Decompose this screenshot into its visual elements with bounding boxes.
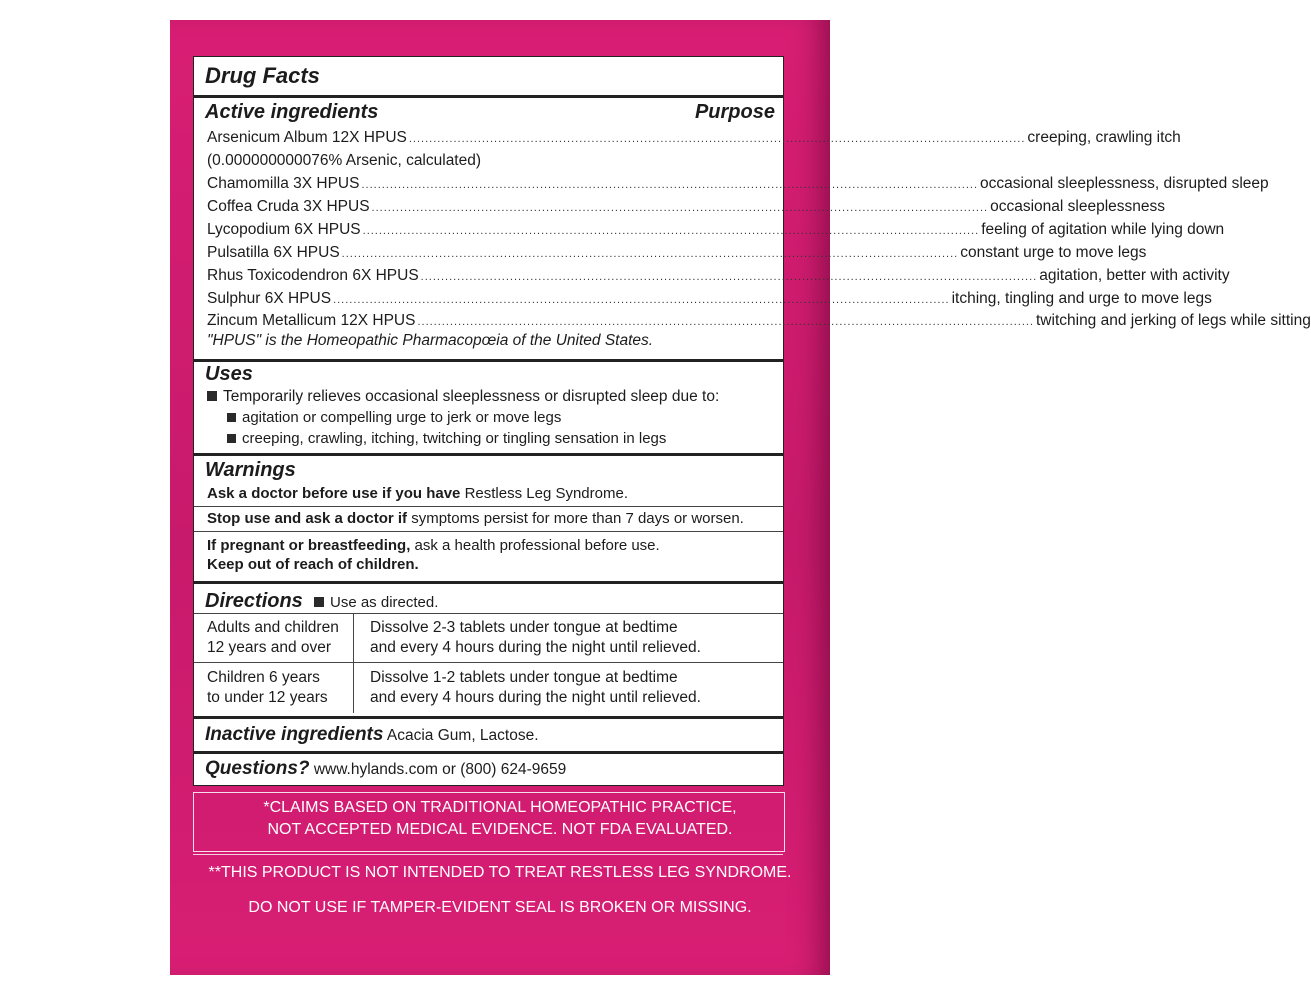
hpus-note: "HPUS" is the Homeopathic Pharmacopœia of the United States. bbox=[207, 332, 654, 349]
warning-ask-doctor bbox=[207, 485, 628, 503]
bullet-icon bbox=[314, 597, 324, 607]
leader-dots: ........................................................................................................................................................ bbox=[417, 316, 1034, 328]
divider bbox=[194, 95, 783, 98]
divider bbox=[194, 506, 783, 507]
divider bbox=[194, 662, 783, 663]
claims-line: *CLAIMS BASED ON TRADITIONAL HOMEOPATHIC PRACTICE, bbox=[263, 799, 737, 816]
uses-sub-text: agitation or compelling urge to jerk or move legs bbox=[242, 409, 562, 426]
seal-warning: DO NOT USE IF TAMPER-EVIDENT SEAL IS BROKEN OR MISSING. bbox=[248, 899, 752, 916]
ingredient-purpose: occasional sleeplessness bbox=[990, 198, 1165, 215]
directions-who: Adults and children bbox=[207, 619, 339, 636]
uses-main bbox=[207, 388, 719, 406]
ingredient-row bbox=[207, 308, 1311, 330]
ingredient-name: Sulphur 6X HPUS bbox=[207, 290, 332, 307]
divider bbox=[194, 453, 783, 456]
inactive-text: Acacia Gum, Lactose. bbox=[386, 727, 539, 744]
directions-intro-text: Use as directed. bbox=[330, 594, 439, 611]
ingredient-name: Zincum Metallicum 12X HPUS bbox=[207, 312, 416, 329]
directions-what: and every 4 hours during the night until relieved. bbox=[370, 689, 701, 706]
divider bbox=[194, 716, 783, 719]
directions-intro bbox=[314, 594, 438, 612]
warning-bold: Ask a doctor before use if you have bbox=[207, 485, 461, 502]
warning-stop-use bbox=[207, 510, 744, 528]
ingredient-purpose: agitation, better with activity bbox=[1039, 267, 1230, 284]
divider bbox=[194, 531, 783, 532]
warning-text: symptoms persist for more than 7 days or worsen. bbox=[411, 510, 744, 527]
ingredient-name: Rhus Toxicodendron 6X HPUS bbox=[207, 267, 419, 284]
bullet-icon bbox=[207, 391, 217, 401]
drug-facts-panel bbox=[193, 56, 1311, 786]
directions-what: Dissolve 2-3 tablets under tongue at bedtime bbox=[370, 619, 678, 636]
ingredient-row bbox=[207, 171, 1269, 193]
uses-main-text: Temporarily relieves occasional sleeplessness or disrupted sleep due to: bbox=[223, 388, 720, 405]
ingredient-name: Arsenicum Album 12X HPUS bbox=[207, 129, 407, 146]
ingredient-row bbox=[207, 263, 1230, 285]
directions-who: Children 6 years bbox=[207, 669, 320, 686]
directions-who: 12 years and over bbox=[207, 639, 332, 656]
ingredient-name: Lycopodium 6X HPUS bbox=[207, 221, 361, 238]
warning-bold: Stop use and ask a doctor if bbox=[207, 510, 408, 527]
ingredient-purpose: twitching and jerking of legs while sitting bbox=[1036, 312, 1311, 329]
footer-divider bbox=[193, 854, 783, 855]
ingredient-purpose: creeping, crawling itch bbox=[1027, 129, 1181, 146]
divider bbox=[194, 613, 783, 614]
leader-dots: ........................................................................................................................................................ bbox=[420, 271, 1038, 283]
leader-dots: ........................................................................................................................................................ bbox=[362, 225, 980, 237]
bullet-icon bbox=[227, 434, 236, 443]
ingredient-purpose: itching, tingling and urge to move legs bbox=[951, 290, 1212, 307]
leader-dots: ........................................................................................................................................................ bbox=[361, 179, 979, 191]
rls-disclaimer: **THIS PRODUCT IS NOT INTENDED TO TREAT RESTLESS LEG SYNDROME. bbox=[208, 864, 792, 881]
ingredient-name: Chamomilla 3X HPUS bbox=[207, 175, 360, 192]
drug-facts-title: Drug Facts bbox=[205, 63, 320, 88]
warning-keep-out: Keep out of reach of children. bbox=[207, 556, 419, 573]
warning-text: Restless Leg Syndrome. bbox=[464, 485, 628, 502]
leader-dots: ........................................................................................................................................................ bbox=[341, 248, 959, 260]
ingredient-row bbox=[207, 125, 1181, 147]
warnings-heading: Warnings bbox=[205, 459, 296, 481]
leader-dots: ........................................................................................................................................................ bbox=[371, 202, 989, 214]
table-divider bbox=[353, 613, 354, 713]
questions bbox=[205, 758, 566, 780]
directions-what: and every 4 hours during the night until relieved. bbox=[370, 639, 701, 656]
leader-dots: ........................................................................................................................................................ bbox=[408, 133, 1026, 145]
uses-sub-item bbox=[227, 430, 666, 448]
leader-dots: ........................................................................................................................................................ bbox=[333, 294, 950, 306]
warning-pregnant bbox=[207, 537, 660, 555]
ingredient-purpose: feeling of agitation while lying down bbox=[981, 221, 1225, 238]
active-ingredients-heading: Active ingredients bbox=[205, 101, 379, 123]
ingredient-row bbox=[207, 217, 1225, 239]
ingredient-row bbox=[207, 194, 1165, 216]
bullet-icon bbox=[227, 413, 236, 422]
divider bbox=[194, 751, 783, 754]
ingredient-purpose: occasional sleeplessness, disrupted sleep bbox=[980, 175, 1269, 192]
warning-bold: If pregnant or breastfeeding, bbox=[207, 537, 411, 554]
divider bbox=[194, 359, 783, 362]
questions-heading: Questions? bbox=[205, 758, 310, 779]
ingredient-row bbox=[207, 240, 1147, 262]
ingredient-name: Coffea Cruda 3X HPUS bbox=[207, 198, 370, 215]
ingredient-row bbox=[207, 286, 1212, 308]
inactive-heading: Inactive ingredients bbox=[205, 724, 384, 745]
ingredient-purpose: constant urge to move legs bbox=[960, 244, 1147, 261]
divider bbox=[194, 581, 783, 584]
ingredient-row bbox=[207, 148, 775, 170]
directions-heading: Directions bbox=[205, 590, 303, 612]
uses-sub-text: creeping, crawling, itching, twitching or tingling sensation in legs bbox=[242, 430, 667, 447]
uses-sub-item bbox=[227, 409, 561, 427]
purpose-heading: Purpose bbox=[694, 101, 775, 123]
questions-contact: www.hylands.com or (800) 624-9659 bbox=[313, 761, 567, 778]
claims-line: NOT ACCEPTED MEDICAL EVIDENCE. NOT FDA EVALUATED. bbox=[267, 821, 733, 838]
uses-heading: Uses bbox=[205, 363, 253, 385]
directions-what: Dissolve 1-2 tablets under tongue at bedtime bbox=[370, 669, 678, 686]
warning-text: ask a health professional before use. bbox=[414, 537, 660, 554]
ingredient-name: (0.000000000076% Arsenic, calculated) bbox=[207, 152, 482, 169]
inactive-ingredients bbox=[205, 724, 539, 746]
ingredient-name: Pulsatilla 6X HPUS bbox=[207, 244, 340, 261]
directions-who: to under 12 years bbox=[207, 689, 328, 706]
